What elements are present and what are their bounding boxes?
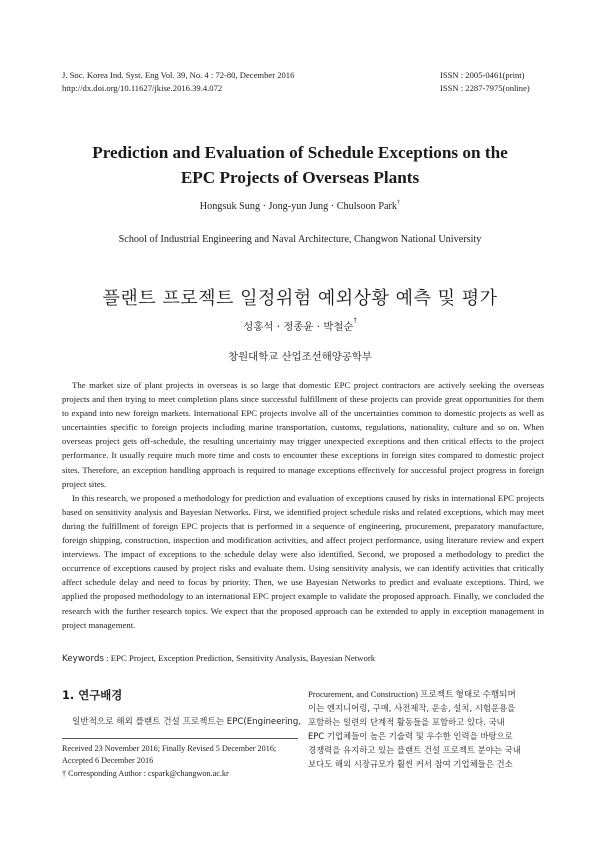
issn-online: ISSN : 2287-7975(online) <box>440 82 530 93</box>
corresponding-mark: † <box>397 199 401 206</box>
footnote <box>62 743 298 780</box>
right-column-line: 보다도 해외 시장규모가 훨씬 커서 참여 기업체들은 건소 <box>308 759 513 769</box>
title-line-2: EPC Projects of Overseas Plants <box>180 167 420 187</box>
accepted-date: Accepted 6 December 2016 <box>62 756 154 766</box>
issn-print: ISSN : 2005-0461(print) <box>440 70 525 80</box>
abstract <box>62 378 544 632</box>
right-column-text <box>308 687 544 771</box>
right-column-line: 경쟁력을 유지하고 있는 플랜트 건설 프로젝트 분야는 국내 <box>308 745 521 755</box>
intro-paragraph: 일반적으로 해외 플랜트 건설 프로젝트는 EPC(Engineering, <box>72 717 302 727</box>
right-column-line: Procurement, and Construction) 프로젝트 형태로 수행되며 <box>308 689 516 699</box>
korean-corresponding-mark: † <box>353 316 357 324</box>
keywords-separator: : <box>103 653 111 663</box>
section-heading: 1. 연구배경 <box>62 688 123 702</box>
keywords-text: EPC Project, Exception Prediction, Sensitivity Analysis, Bayesian Network <box>110 653 376 663</box>
doi-link[interactable]: http://dx.doi.org/10.11627/jkise.2016.39.4.072 <box>62 82 223 93</box>
paper-title <box>40 141 560 190</box>
affiliation: School of Industrial Engineering and Naval Architecture, Changwon National University <box>118 234 482 245</box>
abstract-paragraph-2: In this research, we proposed a methodology for prediction and evaluation of exceptions caused by risks in international EPC projects based on sensitivity analysis and Bayesian Networks. First, we identified project schedule risks and related exceptions, which may meet during the fulfillment of foreign EPC projects that is performed in a sequence of engineering, procurement, preparatory manufacture, foreign shipping, construction, inspection and modification activities, and affect project performance, using literature review and expert interviews. The impact of exceptions to the schedule delay were also identified. Second, we proposed a methodology to predict the occurrence of exceptions caused by project risks and evaluate them. Using sensitivity analysis, we can identify activities that critically affect schedule delay and need to focus by priority. Then, we use Bayesian Networks to predict and evaluate exceptions. Third, we applied the proposed methodology to an international EPC project example to validate the proposed approach. Finally, we concluded the research with the further research topics. We expect that the proposed approach can be extended to apply in exception management in project management. <box>62 492 544 630</box>
korean-author-list <box>40 318 560 333</box>
footnote-divider <box>62 738 298 739</box>
author-names: Hongsuk Sung · Jong-yun Jung · Chulsoon Park <box>199 201 397 212</box>
right-column-line: 이는 엔지니어링, 구매, 사전제작, 운송, 설치, 시험운용을 <box>308 703 516 713</box>
journal-line: J. Soc. Korea Ind. Syst. Eng Vol. 39, No. 4 : 72-80, December 2016 <box>62 70 295 80</box>
keywords-label: Keywords <box>62 654 104 664</box>
korean-affiliation: 창원대학교 산업조선해양공학부 <box>228 351 372 363</box>
received-dates: Received 23 November 2016; Finally Revised 5 December 2016; <box>62 744 277 753</box>
title-line-1: Prediction and Evaluation of Schedule Exceptions on the <box>92 143 508 162</box>
korean-author-names: 성홍석 · 정종윤 · 박철순 <box>243 321 354 333</box>
abstract-paragraph-1: The market size of plant projects in overseas is so large that domestic EPC project contractors are actively seeking the overseas projects and then trying to meet completion plans since successful fulfillment of these projects can provide great opportunities for them to expand into new foreign markets. International EPC projects involve all of the uncertainties common to domestic projects as well as uncertainties specific to foreign projects including marine transportation, customs, regulations, nationality, culture and so on. When overseas project gets off-schedule, the resulting uncertainty may trigger unexpected exceptions and then critical effects to the project performance. It usually require much more time and costs to encounter these exceptions in foreign sites compared to domestic project sites. Therefore, an exception handling approach is required to manage exceptions effectively for successful project progress in foreign project sites. <box>62 380 544 489</box>
right-column-line: 포함하는 일련의 단계적 활동들을 포함하고 있다. 국내 <box>308 717 505 727</box>
issn-block <box>440 69 530 94</box>
author-list <box>40 201 560 212</box>
korean-title: 플랜트 프로젝트 일정위험 예외상황 예측 및 평가 <box>102 288 498 309</box>
right-column-line: EPC 기업체들이 높은 기술력 및 우수한 인력을 바탕으로 <box>308 731 513 741</box>
keywords <box>62 653 544 664</box>
journal-citation <box>62 69 294 94</box>
corresponding-author[interactable]: † Corresponding Author : cspark@changwon.ac.kr <box>62 768 229 778</box>
